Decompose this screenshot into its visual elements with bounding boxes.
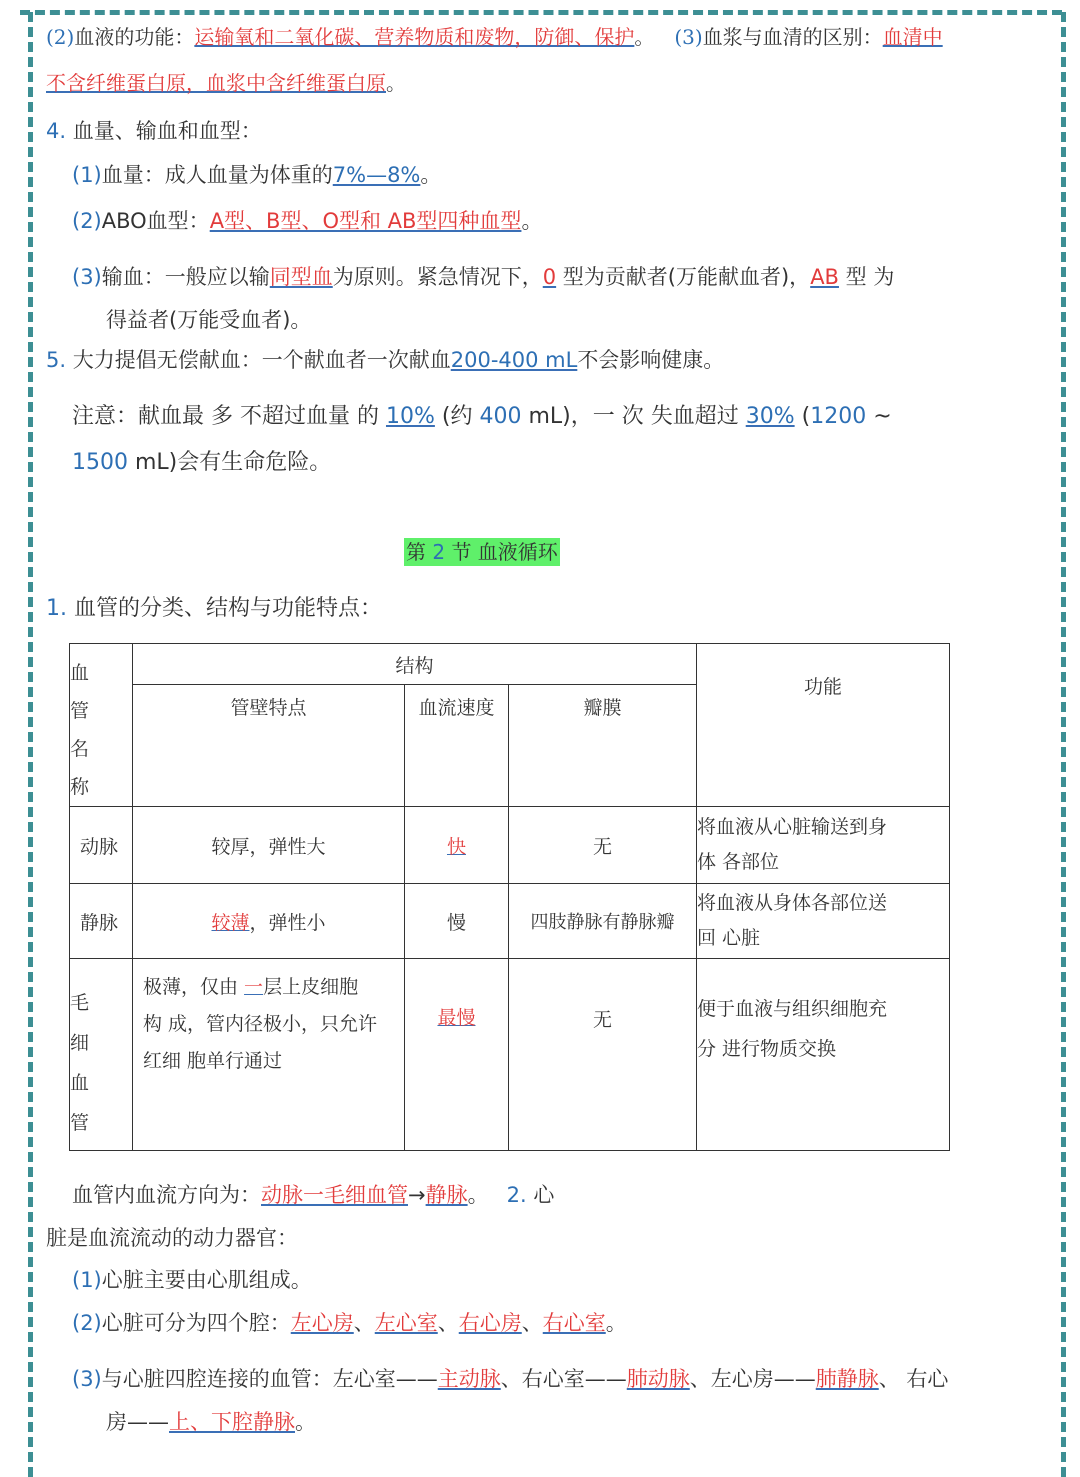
note-answer-30: 30% — [745, 404, 795, 429]
note-line2 — [72, 448, 331, 478]
function-line: 分 进行物质交换 — [697, 1038, 837, 1060]
vessel-name-capillary — [70, 959, 133, 1151]
table-header-row — [70, 644, 950, 685]
section-number: 4. — [46, 119, 67, 143]
header-function: 功能 — [697, 644, 950, 807]
capillary-wall-line: 构 成，管内径极小，只允许 — [143, 1013, 378, 1035]
blood-function-label: 血液的功能： — [74, 25, 195, 49]
item-number: (3) — [674, 25, 703, 49]
heart-text: 心脏主要由心肌组成。 — [101, 1268, 312, 1292]
header-char: 称 — [70, 776, 90, 798]
donation-answer: 200-400 mL — [450, 348, 578, 372]
separator: 、 — [353, 1311, 375, 1335]
header-structure: 结构 — [133, 644, 697, 685]
heart-text: 、 右心 — [878, 1367, 949, 1391]
heading-title: 节 血液循环 — [445, 540, 558, 564]
note-text: mL)，一 次 失血超过 — [521, 404, 746, 429]
vein-speed: 慢 — [405, 884, 509, 959]
vessel-answer: 上、下腔静脉 — [169, 1410, 295, 1434]
transfusion-line2 — [106, 305, 311, 335]
punctuation: 。 — [467, 1183, 489, 1207]
vein-wall-text: ，弹性小 — [249, 911, 326, 934]
transfusion-answer-o: 0 — [542, 265, 557, 289]
capillary-valve: 无 — [509, 959, 697, 1151]
punctuation: 。 — [634, 25, 655, 49]
vein-function — [697, 884, 950, 959]
wall-answer: 一 — [244, 976, 264, 998]
table-row — [70, 959, 950, 1151]
section-number: 1. — [46, 596, 67, 621]
plasma-serum-answer-part1: 血清中 — [882, 25, 943, 49]
capillary-wall-line — [143, 969, 404, 1006]
punctuation: 。 — [420, 163, 442, 187]
function-line: 体 各部位 — [697, 851, 780, 873]
vein-wall — [133, 884, 405, 959]
plasma-serum-line2 — [46, 68, 406, 98]
artery-wall: 较厚，弹性大 — [133, 807, 405, 884]
heart-item3-line2 — [106, 1407, 316, 1437]
vessel-title — [46, 594, 382, 624]
transfusion-line — [72, 262, 894, 292]
heart-text: 、左心房—— — [689, 1367, 816, 1391]
chamber-answer: 右心室 — [542, 1311, 606, 1335]
chamber-answer: 左心房 — [290, 1311, 354, 1335]
dashed-border-left — [28, 12, 33, 1477]
header-wall: 管壁特点 — [133, 685, 405, 807]
section-4-heading — [46, 116, 262, 146]
vessel-name-artery: 动脉 — [70, 807, 133, 884]
abo-text: ABO血型： — [101, 209, 210, 233]
capillary-wall-line: 红细 胞单行通过 — [143, 1050, 283, 1072]
transfusion-text: 得益者(万能受血者)。 — [106, 308, 312, 332]
heart-heading-start: 心 — [533, 1183, 555, 1207]
vessel-answer: 主动脉 — [437, 1367, 501, 1391]
section-heading — [404, 538, 560, 566]
vein-valve: 四肢静脉有静脉瓣 — [509, 884, 697, 959]
item-number: (1) — [72, 163, 102, 187]
blood-volume-line — [72, 160, 441, 190]
note-answer-10: 10% — [385, 404, 435, 429]
item-number: (3) — [72, 265, 102, 289]
note-number: 1200 — [810, 404, 867, 429]
dashed-border-top — [20, 10, 1062, 15]
transfusion-answer-same-type: 同型血 — [269, 265, 333, 289]
capillary-speed: 最慢 — [437, 1007, 476, 1029]
artery-speed: 快 — [446, 835, 466, 858]
blood-volume-text: 血量：成人血量为体重的 — [101, 163, 333, 187]
item-number: (2) — [46, 25, 75, 49]
abo-blood-type-line — [72, 206, 542, 236]
vessel-name-vein: 静脉 — [70, 884, 133, 959]
flow-direction-line — [72, 1180, 554, 1210]
donation-text: 不会影响健康。 — [577, 348, 725, 372]
heart-item1 — [72, 1265, 312, 1295]
note-text: 注意：献血最 多 不超过血量 的 — [72, 404, 386, 429]
punctuation: 。 — [386, 71, 406, 95]
function-line: 便于血液与组织细胞充 — [697, 998, 888, 1020]
vessel-answer: 肺动脉 — [626, 1367, 690, 1391]
blood-function-answer: 运输氧和二氧化碳、营养物质和废物，防御、保护 — [194, 25, 635, 49]
vessel-title-text: 血管的分类、结构与功能特点： — [74, 596, 383, 621]
blood-function-line — [46, 22, 943, 52]
plasma-serum-answer-part2: 不含纤维蛋白原，血浆中含纤维蛋白原 — [46, 71, 386, 95]
header-valve: 瓣膜 — [509, 685, 697, 807]
transfusion-text: 输血：一般应以输 — [101, 265, 270, 289]
table-row — [70, 884, 950, 959]
function-line: 将血液从心脏输送到身 — [697, 816, 888, 838]
note-text: ~ — [866, 404, 892, 429]
item-number: (3) — [72, 1367, 102, 1391]
flow-answer-2: 静脉 — [425, 1183, 468, 1207]
heart-text: 与心脏四腔连接的血管： — [101, 1367, 333, 1391]
note-text: ( — [794, 404, 811, 429]
separator: 、 — [521, 1311, 543, 1335]
donation-text: 大力提倡无偿献血：一个献血者一次献血 — [72, 348, 451, 372]
transfusion-text: 型为贡献者(万能献血者)， — [556, 265, 811, 289]
function-line: 回 心脏 — [697, 927, 761, 949]
transfusion-answer-ab: AB — [810, 265, 839, 289]
flow-answer-1: 动脉一毛细血管 — [261, 1183, 408, 1207]
name-char: 管 — [70, 1112, 90, 1134]
flow-text: 血管内血流方向为： — [72, 1183, 261, 1207]
note-number: 400 — [479, 404, 522, 429]
heading-prefix: 第 — [406, 540, 433, 564]
heart-heading-text: 脏是血流流动的动力器官： — [46, 1226, 298, 1250]
punctuation: 。 — [605, 1311, 627, 1335]
heart-text: 左心室—— — [332, 1367, 438, 1391]
header-speed: 血流速度 — [405, 685, 509, 807]
section-number: 2. — [506, 1183, 527, 1207]
header-vessel-name — [70, 644, 133, 807]
header-char: 血 — [70, 662, 90, 684]
chamber-answer: 右心房 — [458, 1311, 522, 1335]
section-number: 5. — [46, 348, 67, 372]
wall-text: 极薄，仅由 — [143, 976, 245, 998]
artery-valve: 无 — [509, 807, 697, 884]
blood-volume-answer: 7%—8% — [332, 163, 421, 187]
note-text: mL)会有生命危险。 — [128, 450, 332, 475]
vein-wall-answer: 较薄 — [211, 911, 250, 934]
abo-answer: A型、B型、O型和 AB型四种血型 — [209, 209, 522, 233]
vessel-table — [69, 643, 950, 1151]
capillary-function — [697, 959, 950, 1151]
note-line1 — [72, 402, 892, 432]
name-char: 细 — [70, 1032, 90, 1054]
section-title: 血量、输血和血型： — [72, 119, 262, 143]
punctuation: 。 — [295, 1410, 316, 1434]
table-row — [70, 807, 950, 884]
chamber-answer: 左心室 — [374, 1311, 438, 1335]
dashed-border-right — [1061, 12, 1066, 1477]
arrow-icon: → — [408, 1183, 426, 1207]
note-number: 1500 — [72, 450, 128, 475]
heart-text: 房—— — [106, 1410, 169, 1434]
function-line: 将血液从身体各部位送 — [697, 892, 888, 914]
item-number: (2) — [72, 209, 102, 233]
separator: 、 — [437, 1311, 459, 1335]
vessel-answer: 肺静脉 — [815, 1367, 879, 1391]
capillary-wall — [133, 959, 405, 1151]
item-number: (1) — [72, 1268, 102, 1292]
header-char: 名 — [70, 738, 90, 760]
name-char: 毛 — [70, 992, 90, 1014]
heart-heading-line — [46, 1223, 298, 1253]
heart-item2 — [72, 1308, 627, 1338]
plasma-serum-label: 血浆与血清的区别： — [702, 25, 883, 49]
heart-text: 、右心室—— — [500, 1367, 627, 1391]
name-char: 血 — [70, 1072, 90, 1094]
heart-item3 — [72, 1364, 948, 1394]
transfusion-text: 型 为 — [838, 265, 895, 289]
section-5-line — [46, 345, 724, 375]
header-char: 管 — [70, 700, 90, 722]
transfusion-text: 为原则。紧急情况下， — [332, 265, 543, 289]
artery-function — [697, 807, 950, 884]
note-text: (约 — [434, 404, 480, 429]
heading-number: 2 — [432, 540, 446, 564]
wall-text: 层上皮细胞 — [263, 976, 359, 998]
punctuation: 。 — [521, 209, 543, 233]
heart-text: 心脏可分为四个腔： — [101, 1311, 291, 1335]
item-number: (2) — [72, 1311, 102, 1335]
